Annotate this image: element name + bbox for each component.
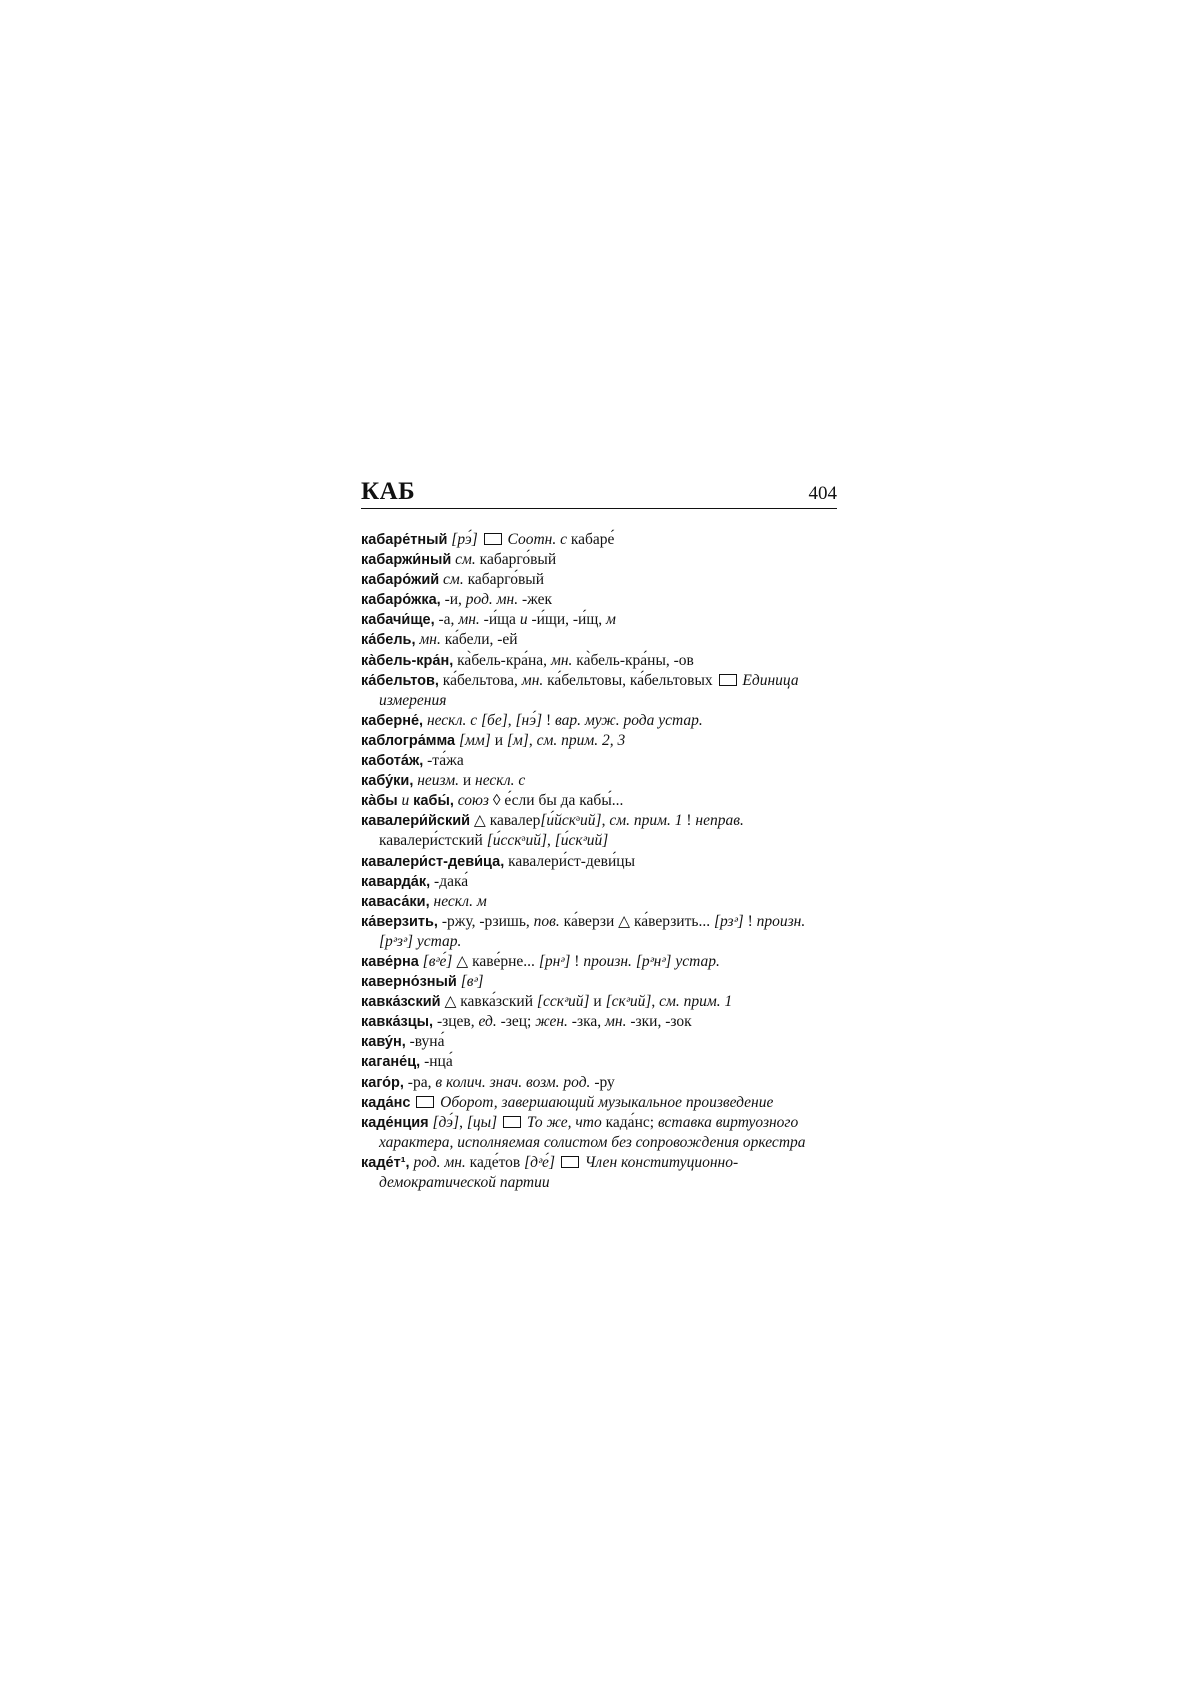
headword: каде́т¹, xyxy=(361,1154,410,1171)
entry-text: кавалери́ст-деви́цы xyxy=(504,852,635,870)
entry-text: , xyxy=(528,731,537,749)
grammar-note: [рᵊзᵊ] устар. xyxy=(379,932,462,950)
headword: кавка́зцы, xyxy=(361,1014,434,1031)
headword: каве́рна xyxy=(361,953,419,970)
dictionary-entry xyxy=(361,1113,837,1153)
headword: каблогра́мма xyxy=(361,732,456,749)
grammar-note: неправ. xyxy=(695,812,744,830)
grammar-note: [дэ́] xyxy=(432,1113,460,1131)
dictionary-entry xyxy=(361,751,837,771)
dictionary-entry xyxy=(361,731,837,751)
entry-text: -и́щи, -и́щ, xyxy=(527,611,607,629)
headword: каварда́к, xyxy=(361,873,431,890)
headword: каваса́ки, xyxy=(361,893,430,910)
grammar-note: [скᵊий] xyxy=(605,993,652,1011)
entry-text: -ру xyxy=(590,1073,615,1091)
headword: каго́р, xyxy=(361,1074,404,1091)
grammar-note: Оборот, завершающий музыкальное произведение xyxy=(440,1093,774,1111)
grammar-note: мн. xyxy=(419,631,441,649)
dictionary-entry xyxy=(361,550,837,570)
grammar-note: см. прим. 2, 3 xyxy=(536,731,626,749)
headword: кавалери́ст-деви́ца, xyxy=(361,853,505,870)
grammar-note: мн. xyxy=(550,651,573,669)
dictionary-entry xyxy=(361,1153,837,1193)
definition-box-icon xyxy=(484,533,502,545)
headword: каботáж, xyxy=(361,753,424,770)
entry-text xyxy=(478,531,482,548)
entry-text: ка́бели, -ей xyxy=(440,631,518,649)
headword: кавалери́йский xyxy=(361,813,471,830)
grammar-note: нескл. с xyxy=(475,772,526,790)
grammar-note: [вᵊ] xyxy=(460,973,484,991)
grammar-note: Соотн. с xyxy=(507,531,567,548)
headword: кабачи́ще, xyxy=(361,612,435,629)
grammar-note: [рᵊнᵊ] устар. xyxy=(635,952,720,970)
entry-text: ᵊ xyxy=(521,832,526,850)
entry-text: ка́верзи △ ка́верзить... xyxy=(559,912,714,930)
entry-text xyxy=(497,1114,501,1131)
dictionary-entry xyxy=(361,1012,837,1032)
headword: каверно́зный xyxy=(361,974,457,991)
grammar-note: [бе] xyxy=(481,711,508,729)
grammar-note: союз xyxy=(457,792,489,810)
grammar-note: ий] xyxy=(525,832,548,850)
entry-text: △ кавка́зский xyxy=(440,993,537,1011)
entry-text: -жек xyxy=(518,591,553,609)
grammar-note: [сскᵊий] xyxy=(536,993,590,1011)
headword: ка́бель, xyxy=(361,632,416,649)
dictionary-entry xyxy=(361,1052,837,1072)
headword: каву́н, xyxy=(361,1034,406,1051)
dictionary-entries xyxy=(361,530,837,1193)
entry-text: -нца́ xyxy=(420,1053,453,1071)
entry-text: , xyxy=(459,1113,467,1131)
grammar-note: [цы] xyxy=(466,1113,498,1131)
headword: кабаре́тный xyxy=(361,532,448,548)
entry-text: када́нс; xyxy=(601,1113,658,1131)
entry-text: -ра, xyxy=(403,1073,436,1091)
entry-text xyxy=(555,1154,559,1171)
grammar-note: род. мн. xyxy=(413,1153,466,1171)
grammar-note: мн. xyxy=(521,671,544,689)
grammar-note: То же, что xyxy=(526,1113,602,1131)
grammar-note: [и́йск xyxy=(540,812,577,830)
grammar-note: мн. xyxy=(605,1013,627,1031)
dictionary-entry xyxy=(361,590,837,610)
entry-text: ка̀бель-кра́ны, -ов xyxy=(572,651,694,669)
headword: каде́нция xyxy=(361,1114,429,1131)
grammar-note: нескл. м xyxy=(433,892,487,910)
dictionary-entry xyxy=(361,852,837,872)
dictionary-entry xyxy=(361,771,837,791)
dictionary-entry xyxy=(361,1073,837,1093)
dictionary-entry xyxy=(361,671,837,711)
entry-text: и xyxy=(490,731,507,749)
grammar-note: и xyxy=(401,792,410,810)
dictionary-entry xyxy=(361,992,837,1012)
definition-box-icon xyxy=(503,1116,521,1128)
grammar-note: Единица измерения xyxy=(379,671,799,709)
grammar-note: вар. муж. рода устар. xyxy=(555,711,703,729)
headword: ка̀бы xyxy=(361,793,398,810)
headword: ка́бельтов, xyxy=(361,672,439,689)
dictionary-entry xyxy=(361,711,837,731)
running-head: КАБ xyxy=(361,478,416,505)
entry-text: кабарго́вый xyxy=(475,551,557,569)
grammar-note: см. прим. 1 xyxy=(659,993,733,1011)
entry-text: каде́тов xyxy=(465,1153,525,1171)
entry-text: △ каве́рне... xyxy=(452,952,539,970)
grammar-note: пов. xyxy=(533,912,560,930)
grammar-note: [рнᵊ] xyxy=(538,952,571,970)
grammar-note: [вᵊе́] xyxy=(422,952,453,970)
dictionary-entry xyxy=(361,630,837,650)
entry-text: кавалери́стский xyxy=(379,832,487,850)
page-number: 404 xyxy=(808,483,837,504)
entry-text: -а, xyxy=(434,611,459,629)
entry-text: ! xyxy=(570,952,584,970)
dictionary-entry xyxy=(361,912,837,952)
dictionary-entry xyxy=(361,972,837,992)
entry-text: , xyxy=(547,832,555,850)
entry-text: ◊ е́сли бы да кабы́... xyxy=(488,792,624,810)
grammar-note: [нэ́] xyxy=(515,711,543,729)
dictionary-entry xyxy=(361,610,837,630)
headword: кабаржи́ный xyxy=(361,552,452,569)
grammar-note: [мм] xyxy=(458,731,491,749)
headword: када́нс xyxy=(361,1094,411,1111)
definition-box-icon xyxy=(719,674,737,686)
grammar-note: [рзᵊ] xyxy=(713,912,744,930)
dictionary-entry xyxy=(361,811,837,851)
entry-text: -зцев, xyxy=(433,1013,479,1031)
entry-text: кабарго́вый xyxy=(463,571,545,589)
definition-box-icon xyxy=(561,1156,579,1168)
entry-text: ᵊ xyxy=(576,812,581,830)
entry-text: ка́бельтовы, ка́бельтовых xyxy=(543,671,717,689)
headword: кагане́ц, xyxy=(361,1054,421,1071)
dictionary-entry xyxy=(361,530,837,550)
entry-text: -зка, xyxy=(567,1013,605,1031)
grammar-note: см. xyxy=(443,571,464,589)
dictionary-entry xyxy=(361,872,837,892)
grammar-note: ед. xyxy=(478,1013,497,1031)
grammar-note: см. прим. 1 xyxy=(609,812,683,830)
grammar-note: [дᵊе́] xyxy=(524,1153,555,1171)
grammar-note: см. xyxy=(455,551,476,569)
headword: ка̀бель-кра́н, xyxy=(361,652,454,669)
headword: кабаро́жка, xyxy=(361,592,441,609)
dictionary-entry xyxy=(361,651,837,671)
entry-text: -и, xyxy=(440,591,466,609)
grammar-note: [рэ́] xyxy=(451,531,478,548)
dictionary-entry xyxy=(361,570,837,590)
grammar-note: род. мн. xyxy=(465,591,519,609)
grammar-note: произн. xyxy=(756,912,806,930)
entry-text: ка̀бель-кра́на, xyxy=(453,651,551,669)
dictionary-entry xyxy=(361,892,837,912)
entry-text xyxy=(410,1094,414,1111)
dictionary-entry xyxy=(361,1032,837,1052)
grammar-note: ий] xyxy=(580,812,602,830)
entry-text: ! xyxy=(743,912,757,930)
headword: ка́верзить, xyxy=(361,913,438,930)
grammar-note: Член конституционно-демократической партии xyxy=(379,1153,739,1191)
entry-text: кабаре́ xyxy=(566,531,615,548)
entry-text: и xyxy=(589,993,606,1011)
entry-text: -вуна́ xyxy=(405,1033,445,1051)
entry-text: , xyxy=(507,711,516,729)
entry-text: , xyxy=(651,993,660,1011)
grammar-note: вставка виртуозного характера, исполняемая солистом без сопровождения оркестра xyxy=(379,1113,806,1151)
grammar-note: в колич. знач. возм. род. xyxy=(435,1073,591,1091)
grammar-note: нескл. с xyxy=(426,711,478,729)
definition-box-icon xyxy=(416,1096,434,1108)
entry-text: -дака́ xyxy=(430,872,469,890)
grammar-note: [и́сск xyxy=(486,832,522,850)
entry-text: и xyxy=(458,772,476,790)
grammar-note: [м] xyxy=(506,731,529,749)
dictionary-entry xyxy=(361,952,837,972)
entry-text: ! xyxy=(682,812,696,830)
entry-text: -та́жа xyxy=(423,752,464,770)
grammar-note: мн. xyxy=(458,611,480,629)
headword: кабы́, xyxy=(413,793,454,810)
dictionary-entry xyxy=(361,791,837,811)
entry-text: , xyxy=(601,812,610,830)
grammar-note: м xyxy=(606,611,616,629)
grammar-note: жен. xyxy=(535,1013,568,1031)
grammar-note: и xyxy=(519,611,528,629)
headword: кабу́ки, xyxy=(361,773,414,790)
grammar-note: произн. xyxy=(583,952,632,970)
entry-text: -зки, -зок xyxy=(626,1013,692,1031)
dictionary-entry xyxy=(361,1093,837,1113)
entry-text: -ржу, -рзишь, xyxy=(437,912,534,930)
entry-text: -и́ща xyxy=(479,611,520,629)
grammar-note: неизм. xyxy=(417,772,459,790)
headword: кабаро́жий xyxy=(361,572,440,589)
entry-text: ка́бельтова, xyxy=(438,671,522,689)
headword: каберне́, xyxy=(361,712,424,729)
grammar-note: [и́скᵊий] xyxy=(554,832,609,850)
entry-text: ! xyxy=(542,711,556,729)
headword: кавка́зский xyxy=(361,994,441,1011)
entry-text: △ кавалер xyxy=(470,812,541,830)
entry-text: -зец; xyxy=(496,1013,536,1031)
page-header xyxy=(361,478,837,509)
